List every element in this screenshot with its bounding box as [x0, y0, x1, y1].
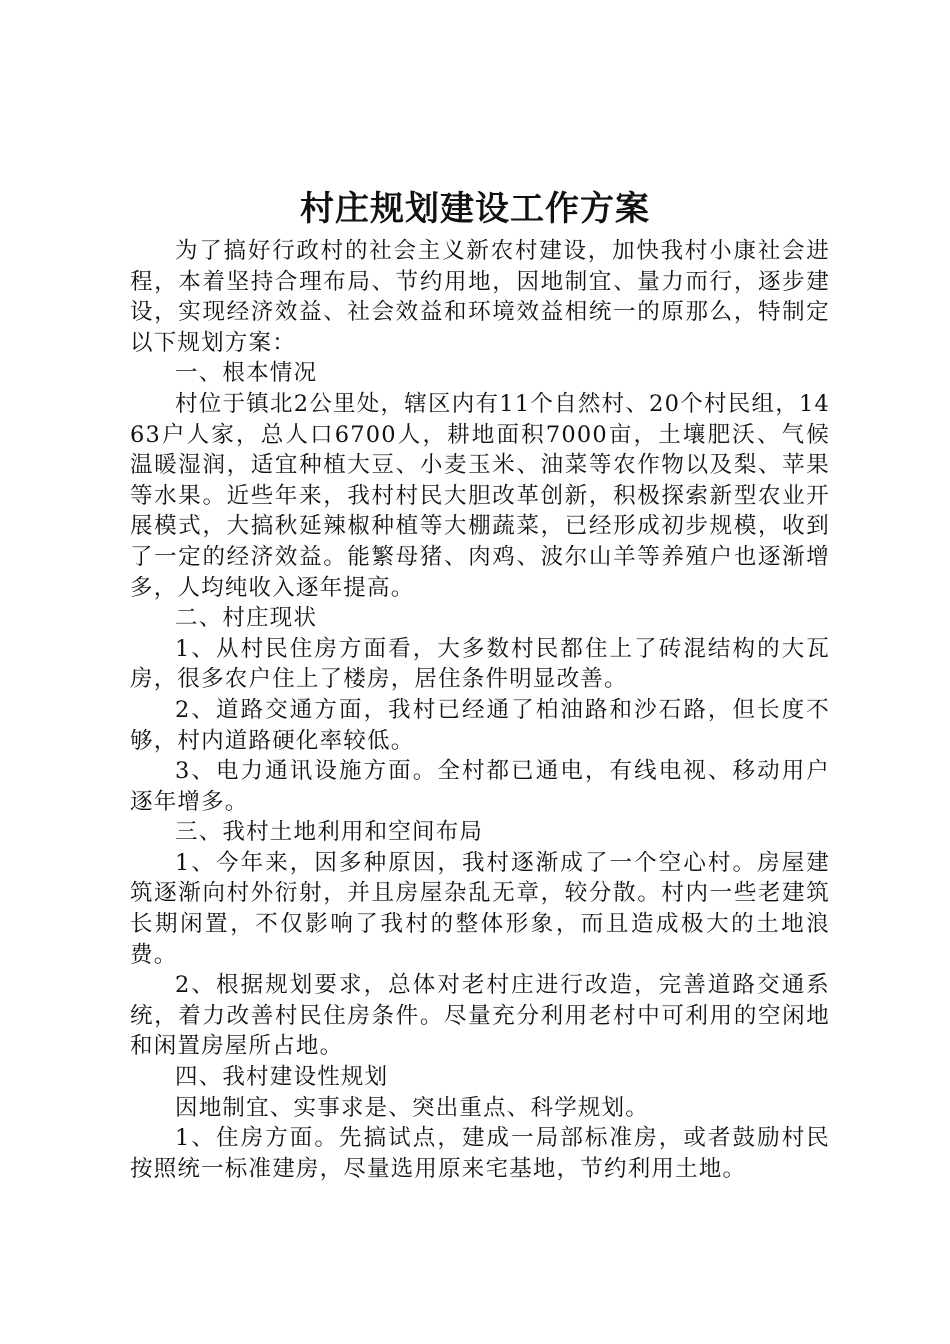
road-status-paragraph: 2、道路交通方面，我村已经通了柏油路和沙石路，但长度不够，村内道路硬化率较低。 [130, 696, 830, 754]
land-use-paragraph-1: 1、今年来，因多种原因，我村逐渐成了一个空心村。房屋建筑逐渐向村外衍射，并且房屋杂乱无章，较分散。村内一些老建筑长期闲置，不仅影响了我村的整体形象，而且造成极大的土地浪费。 [130, 849, 830, 968]
land-use-paragraph-2: 2、根据规划要求，总体对老村庄进行改造，完善道路交通系统，着力改善村民住房条件。尽量充分利用老村中可利用的空闲地和闲置房屋所占地。 [130, 972, 830, 1060]
section-heading-village-status: 二、村庄现状 [175, 605, 318, 632]
document-title: 村庄规划建设工作方案 [300, 189, 650, 229]
basic-situation-paragraph: 村位于镇北2公里处，辖区内有11个自然村、20个村民组，1463户人家，总人口6700人，耕地面积7000亩，土壤肥沃、气候温暖湿润，适宜种植大豆、小麦玉米、油菜等农作物以及梨、苹果等水果。近些年来，我村村民大胆改革创新，积极探索新型农业开展模式，大搞秋延辣椒种植等大棚蔬菜，已经形成初步规模，收到了一定的经济效益。能繁母猪、肉鸡、波尔山羊等养殖户也逐渐增多，人均纯收入逐年提高。 [130, 390, 830, 601]
section-heading-basic-situation: 一、根本情况 [175, 360, 318, 387]
plan-principle-paragraph: 因地制宜、实事求是、突出重点、科学规划。 [175, 1094, 650, 1121]
housing-status-paragraph: 1、从村民住房方面看，大多数村民都住上了砖混结构的大瓦房，很多农户住上了楼房，居住条件明显改善。 [130, 635, 830, 693]
document-body [130, 236, 830, 1184]
housing-plan-paragraph: 1、住房方面。先搞试点，建成一局部标准房，或者鼓励村民按照统一标准建房，尽量选用原来宅基地，节约利用土地。 [130, 1125, 830, 1182]
section-heading-land-use: 三、我村土地利用和空间布局 [175, 819, 484, 846]
power-telecom-paragraph: 3、电力通讯设施方面。全村都已通电，有线电视、移动用户逐年增多。 [130, 758, 830, 815]
section-heading-construction-plan: 四、我村建设性规划 [175, 1064, 389, 1091]
intro-paragraph: 为了搞好行政村的社会主义新农村建设，加快我村小康社会进程，本着坚持合理布局、节约用地，因地制宜、量力而行，逐步建设，实现经济效益、社会效益和环境效益相统一的原那么，特制定以下规划方案： [130, 238, 830, 356]
